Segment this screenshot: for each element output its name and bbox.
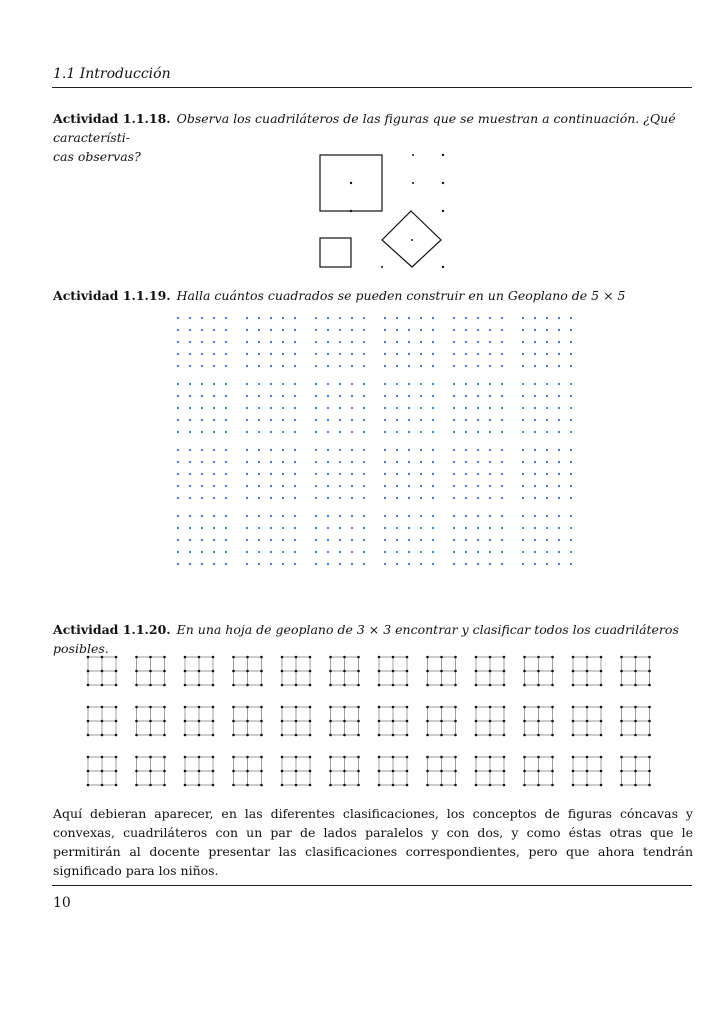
geoboard-3x3 (87, 656, 118, 687)
geoboard-5x5 (384, 383, 434, 433)
geoboard-5x5 (246, 317, 296, 367)
page-number: 10 (53, 895, 71, 911)
geoboard-3x3 (426, 706, 457, 737)
geoboard-5x5 (315, 317, 365, 367)
geoboard-5x5 (522, 317, 572, 367)
geoboard-3x3 (184, 756, 215, 787)
geoboard-5x5 (246, 449, 296, 499)
geoboard-5x5-grid (160, 310, 580, 570)
closing-paragraph: Aquí debieran aparecer, en las diferentes clasificaciones, los conceptos de figuras cóncavas y convexas, cuadriláteros con un par de lados paralelos y con dos, y como éstas otras que le permitirán al docente presentar las clasificaciones correspondientes, pero que ahora tendrán significado para los niños. (53, 806, 693, 878)
geoboard-5x5 (522, 515, 572, 565)
geoboard-5x5 (522, 449, 572, 499)
geoboard-3x3 (426, 756, 457, 787)
geoboard-5x5 (453, 449, 503, 499)
activity-label: Actividad 1.1.20. (53, 622, 171, 637)
geoboard-3x3 (475, 656, 506, 687)
geoboard-5x5 (384, 449, 434, 499)
geoboard-3x3 (523, 706, 554, 737)
geoboard-3x3 (135, 656, 166, 687)
geoboard-3x3 (475, 706, 506, 737)
geoboard-3x3 (572, 656, 603, 687)
geoboard-3x3-grid (70, 645, 670, 780)
geoboard-3x3 (523, 656, 554, 687)
geoboard-5x5 (453, 515, 503, 565)
geoboard-3x3 (329, 706, 360, 737)
geoboard-3x3 (135, 756, 166, 787)
geoboard-3x3 (281, 756, 312, 787)
geoboard-3x3 (475, 756, 506, 787)
geoboard-3x3 (378, 706, 409, 737)
activity-label: Actividad 1.1.18. (53, 111, 171, 126)
geoboard-3x3 (378, 756, 409, 787)
geoboard-3x3 (620, 656, 651, 687)
activity-text-cont: cas observas? (53, 149, 141, 164)
geoboard-5x5 (315, 515, 365, 565)
tilted-square (382, 211, 441, 267)
geoboard-5x5 (384, 515, 434, 565)
geoboard-5x5 (522, 383, 572, 433)
geoboard-5x5 (453, 383, 503, 433)
activity-1-1-19 (53, 286, 693, 305)
geoboard-5x5 (315, 383, 365, 433)
geoboard-5x5 (246, 515, 296, 565)
activity-text: Observa los cuadriláteros de las figuras que se muestran a continuación. ¿Qué característi- (53, 111, 676, 145)
geoboard-3x3 (281, 656, 312, 687)
geoboard-3x3 (620, 706, 651, 737)
activity-label: Actividad 1.1.19. (53, 288, 171, 303)
geoboard-5x5 (177, 317, 227, 367)
geoboard-3x3 (87, 706, 118, 737)
geoboard-5x5 (246, 383, 296, 433)
quadrilaterals-figure (300, 145, 450, 275)
geoboard-3x3 (281, 706, 312, 737)
activity-text: En una hoja de geoplano de 3 × 3 encontrar y clasificar todos los cuadriláteros posibles. (53, 622, 679, 656)
geoboard-3x3 (232, 656, 263, 687)
header-rule (52, 87, 692, 88)
geoboard-5x5 (177, 449, 227, 499)
geoboard-3x3 (378, 656, 409, 687)
geoboard-5x5 (315, 449, 365, 499)
geoboard-3x3 (329, 756, 360, 787)
small-square (320, 238, 351, 267)
geoboard-3x3 (232, 706, 263, 737)
geoboard-5x5 (384, 317, 434, 367)
geoboard-3x3 (87, 756, 118, 787)
geoboard-5x5 (177, 515, 227, 565)
geoboard-3x3 (184, 706, 215, 737)
geoboard-5x5 (453, 317, 503, 367)
geoboard-3x3 (620, 756, 651, 787)
footer-rule (52, 885, 692, 886)
geoboard-3x3 (523, 756, 554, 787)
geoboard-3x3 (426, 656, 457, 687)
geoboard-3x3 (184, 656, 215, 687)
geoboard-3x3 (329, 656, 360, 687)
geoboard-3x3 (572, 756, 603, 787)
geoboard-3x3 (232, 756, 263, 787)
activity-text: Halla cuántos cuadrados se pueden construir en un Geoplano de 5 × 5 (176, 288, 626, 303)
geoboard-5x5 (177, 383, 227, 433)
section-header: 1.1 Introducción (53, 66, 171, 82)
geoboard-3x3 (572, 706, 603, 737)
geoboard-3x3 (135, 706, 166, 737)
